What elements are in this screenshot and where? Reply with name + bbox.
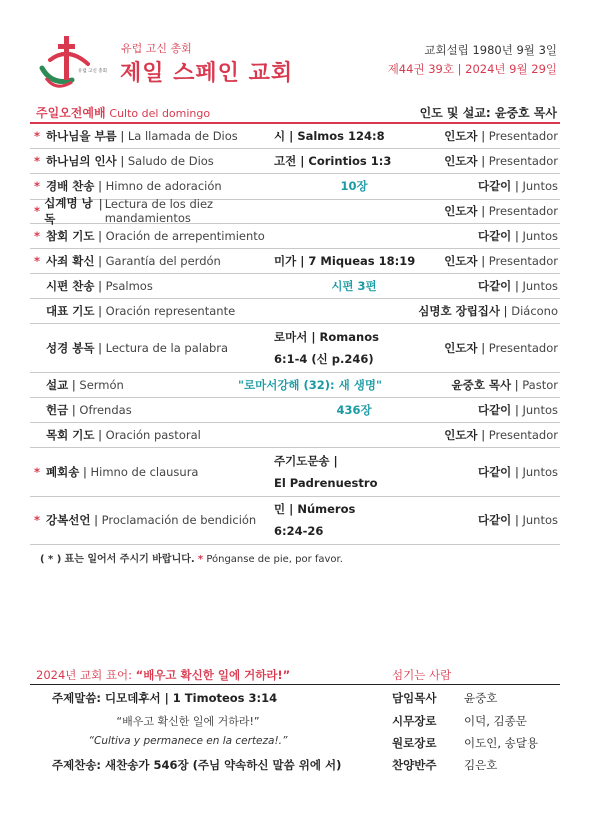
item-name-es: Saludo de Dios [127, 153, 214, 168]
separator: | [94, 303, 106, 318]
service-title-es: Culto del domingo [109, 107, 211, 120]
staff-name: 이도인, 송달용 [464, 736, 538, 750]
item-name-es: Psalmos [105, 278, 153, 293]
reference-line-1: 민 | Números [274, 502, 356, 516]
item-reference [274, 199, 434, 223]
item-name-ko: 경배 찬송 [46, 179, 95, 193]
role-ko: 다같이 [477, 513, 512, 527]
item-reference [274, 223, 434, 248]
item-role [444, 422, 558, 447]
church-motto [36, 667, 290, 683]
note-star-marker: ( * ) [40, 554, 62, 565]
item-reference [274, 496, 434, 544]
staff-role: 찬양반주 [392, 758, 437, 772]
item-label [34, 124, 274, 148]
role-ko: 인도자 [444, 253, 478, 268]
motto-prefix: 2024년 교회 표어: [36, 668, 136, 682]
item-name-ko: 성경 봉독 [46, 340, 95, 355]
verse-es: “Cultiva y permanece en la certeza!.” [88, 735, 288, 747]
reference-line-1: 미가 | 7 Miqueas 18:19 [274, 253, 416, 268]
theme-hymn: 주제찬송: 새찬송가 546장 (주님 약속하신 말씀 위에 서) [52, 758, 342, 772]
table-row [30, 323, 560, 373]
item-reference [274, 447, 434, 496]
staff-role: 담임목사 [392, 691, 437, 705]
reference-line-1: 주기도문송 | [274, 453, 338, 468]
item-label [34, 196, 274, 226]
role-ko: 인도자 [444, 153, 478, 168]
item-label [34, 298, 274, 323]
separator: | [94, 278, 106, 293]
separator: | [95, 197, 103, 225]
item-name-es: Himno de adoración [105, 179, 222, 193]
item-name-ko: 대표 기도 [46, 303, 95, 318]
table-row [30, 372, 560, 398]
divider-bottom [30, 684, 560, 685]
item-name-ko: 폐회송 [46, 464, 80, 479]
staff-item [392, 713, 527, 729]
reference-line-2: El Padrenuestro [274, 475, 378, 490]
separator: | [511, 402, 523, 417]
role-es: Presentador [488, 153, 558, 168]
table-row [30, 173, 560, 200]
item-reference [274, 124, 434, 148]
staff-item [392, 735, 538, 751]
staff-name: 김은호 [464, 758, 498, 772]
separator: | [477, 204, 489, 218]
item-name-ko: 십계명 낭독 [44, 196, 93, 226]
role-ko: 다같이 [477, 179, 512, 193]
item-role [452, 372, 558, 397]
item-name-es: Oración representante [105, 303, 236, 318]
item-reference [274, 148, 434, 173]
item-reference [210, 372, 410, 397]
theme-verse: 주제말씀: 디모데후서 | 1 Timoteos 3:14 [52, 691, 278, 705]
item-name-es: Oración de arrepentimiento [105, 228, 265, 243]
role-es: Presentador [488, 129, 558, 143]
item-name-es: La llamada de Dios [127, 129, 238, 143]
item-name-ko: 설교 [46, 377, 69, 392]
role-ko: 인도자 [444, 427, 478, 442]
separator: | [68, 377, 80, 392]
role-ko: 다같이 [477, 228, 512, 243]
staff-role: 시무장로 [392, 714, 437, 728]
item-name-es: Garantía del perdón [105, 253, 221, 268]
item-reference [274, 298, 434, 323]
table-row [30, 496, 560, 545]
item-name-ko: 하나님을 부름 [46, 129, 117, 143]
item-label [34, 223, 274, 248]
standing-star-marker: * [34, 228, 41, 243]
item-name-ko: 참회 기도 [46, 228, 95, 243]
item-label [34, 397, 274, 422]
separator: | [511, 377, 523, 392]
separator: | [94, 228, 106, 243]
item-role [444, 124, 558, 148]
item-name-ko: 목회 기도 [46, 427, 95, 442]
verse-ko: “배우고 확신한 일에 거하라!” [116, 715, 260, 728]
reference-line-1: "로마서강해 (32): 새 생명" [238, 377, 382, 392]
item-name-es: Proclamación de bendición [101, 513, 257, 527]
standing-star-marker: * [34, 204, 41, 218]
item-label [34, 273, 274, 298]
note-es-star: * [197, 554, 204, 565]
role-es: Pastor [522, 377, 558, 392]
item-name-ko: 강복선언 [46, 513, 91, 527]
reference-line-1: 436장 [336, 402, 372, 417]
role-es: Presentador [488, 253, 558, 268]
separator: | [94, 179, 106, 193]
separator: | [477, 427, 489, 442]
separator: | [477, 153, 489, 168]
item-label [34, 148, 274, 173]
reference-line-1: 로마서 | Romanos [274, 329, 379, 344]
role-es: Presentador [488, 340, 558, 355]
item-label [34, 323, 274, 372]
reference-line-1: 10장 [340, 179, 368, 193]
item-reference [274, 173, 434, 199]
table-row [30, 298, 560, 324]
motto-text: “배우고 확신한 일에 거하라!” [135, 668, 291, 682]
staff-role: 원로장로 [392, 736, 437, 750]
table-row [30, 148, 560, 174]
item-reference [274, 323, 434, 372]
item-reference [274, 273, 434, 298]
item-name-ko: 하나님의 인사 [46, 153, 117, 168]
item-name-es: Sermón [79, 377, 124, 392]
standing-star-marker: * [34, 179, 41, 193]
table-row [30, 124, 560, 149]
table-row [30, 248, 560, 274]
staff-name: 윤중호 [464, 691, 498, 705]
table-row [30, 273, 560, 299]
reference-line-1: 고전 | Corintios 1:3 [274, 153, 392, 168]
reference-line-2: 6:1-4 (신 p.246) [274, 351, 374, 366]
item-name-es: Himno de clausura [90, 464, 199, 479]
role-ko: 심명호 장립집사 [418, 303, 501, 318]
logo-small-text: 유럽 고신 총회 [78, 69, 107, 74]
role-ko: 다같이 [477, 402, 512, 417]
item-role [478, 397, 558, 422]
separator: | [94, 427, 106, 442]
church-logo [38, 34, 108, 90]
service-title [36, 104, 210, 121]
item-label [34, 496, 274, 544]
staff-item [392, 757, 497, 773]
separator: | [94, 253, 106, 268]
role-es: Presentador [488, 204, 558, 218]
item-reference [274, 248, 434, 273]
item-name-es: Lectura de la palabra [105, 340, 229, 355]
separator: | [511, 228, 523, 243]
separator: | [511, 513, 523, 527]
item-role [478, 273, 558, 298]
role-es: Juntos [522, 402, 558, 417]
item-label [34, 248, 274, 273]
item-name-ko: 헌금 [46, 402, 69, 417]
item-label [34, 422, 274, 447]
reference-line-1: 시 | Salmos 124:8 [274, 129, 385, 143]
staff-name: 이덕, 김종문 [464, 714, 527, 728]
role-ko: 윤중호 목사 [451, 377, 512, 392]
role-es: Juntos [522, 464, 558, 479]
staff-heading: 섬기는 사람 [392, 668, 452, 682]
item-role [444, 148, 558, 173]
role-es: Juntos [522, 513, 558, 527]
table-row [30, 447, 560, 497]
table-row [30, 422, 560, 448]
separator: | [116, 153, 128, 168]
role-ko: 인도자 [444, 204, 478, 218]
service-title-ko: 주일오전예배 [36, 106, 106, 120]
item-role [478, 447, 558, 496]
standing-star-marker: * [34, 129, 41, 143]
note-es: Pónganse de pie, por favor. [206, 554, 343, 565]
item-name-es: Ofrendas [79, 402, 132, 417]
item-name-es: Oración pastoral [105, 427, 201, 442]
standing-star-marker: * [34, 464, 41, 479]
standing-star-marker: * [34, 513, 41, 527]
separator: | [477, 340, 489, 355]
separator: | [94, 340, 106, 355]
table-row [30, 223, 560, 249]
staff-item [392, 690, 497, 706]
separator: | [90, 513, 102, 527]
separator: | [116, 129, 128, 143]
item-role [478, 223, 558, 248]
item-name-ko: 사죄 확신 [46, 253, 95, 268]
role-ko: 인도자 [444, 340, 478, 355]
role-es: Presentador [488, 427, 558, 442]
item-name-ko: 시편 찬송 [46, 278, 95, 293]
role-ko: 다같이 [477, 278, 512, 293]
separator: | [79, 464, 91, 479]
standing-note [40, 550, 343, 565]
item-role [478, 496, 558, 544]
item-role [444, 323, 558, 372]
item-reference [274, 422, 434, 447]
table-row [30, 397, 560, 423]
separator: | [511, 278, 523, 293]
role-es: Juntos [522, 278, 558, 293]
established-date: 교회설립 1980년 9월 3일 [424, 43, 557, 57]
item-role [478, 173, 558, 199]
role-ko: 다같이 [477, 464, 512, 479]
table-row [30, 196, 560, 226]
separator: | [477, 129, 489, 143]
item-role [444, 199, 558, 223]
item-label [34, 447, 274, 496]
standing-star-marker: * [34, 253, 41, 268]
separator: | [511, 179, 523, 193]
separator: | [68, 402, 80, 417]
item-role [418, 298, 558, 323]
separator: | [500, 303, 512, 318]
church-name: 제일 스페인 교회 [120, 61, 294, 86]
role-es: Diácono [511, 303, 558, 318]
org-subtitle: 유럽 고신 총회 [121, 42, 192, 55]
item-reference [274, 397, 434, 422]
item-role [444, 248, 558, 273]
issue-info: 제44권 39호 | 2024년 9월 29일 [387, 62, 557, 76]
reference-line-1: 시편 3편 [331, 278, 377, 293]
role-es: Juntos [522, 228, 558, 243]
service-leader: 인도 및 설교: 윤중호 목사 [419, 106, 557, 120]
role-es: Juntos [522, 179, 558, 193]
separator: | [511, 464, 523, 479]
standing-star-marker: * [34, 153, 41, 168]
note-ko: 표는 일어서 주시기 바랍니다. [64, 554, 195, 565]
reference-line-2: 6:24-26 [274, 524, 324, 538]
role-ko: 인도자 [444, 129, 478, 143]
item-name-es: Lectura de los diez mandamientos [104, 197, 214, 225]
separator: | [477, 253, 489, 268]
